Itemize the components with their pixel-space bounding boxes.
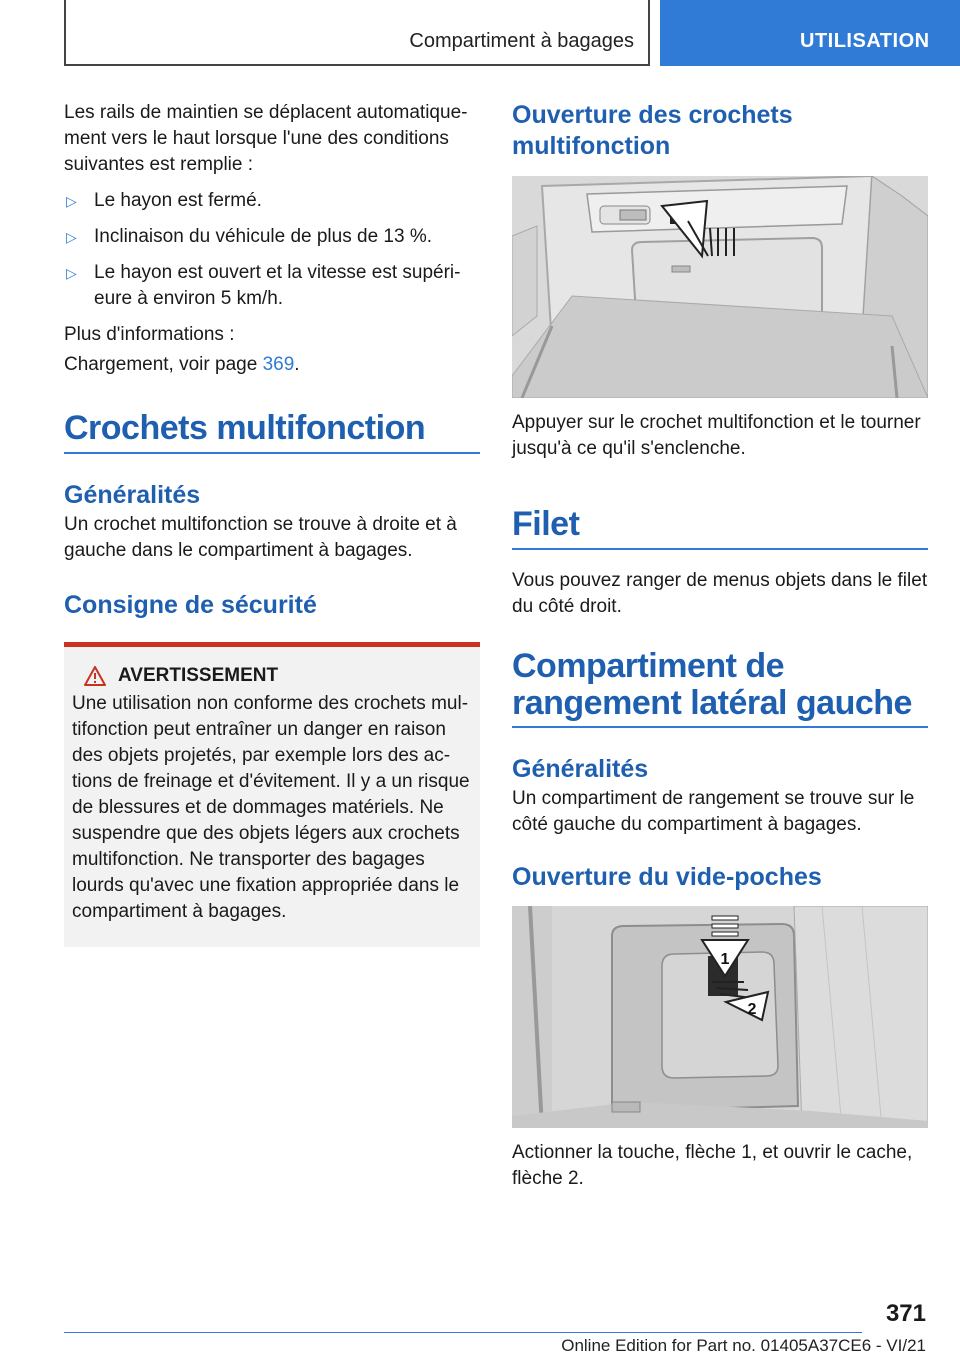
page-reference: Chargement, voir page 369. (64, 354, 300, 375)
subheading-consigne: Consigne de sécurité (64, 591, 317, 619)
subheading-generalites: Généralités (64, 481, 201, 509)
right-column (512, 100, 928, 1192)
subheading-generalites-2: Généralités (512, 755, 649, 783)
conditions-list (64, 188, 480, 312)
illustration-caption-2: Actionner la touche, flèche 1, et ouvrir le cache, flèche 2. (512, 1142, 913, 1189)
trunk-hook-illustration (512, 176, 928, 398)
intro-paragraph: Les rails de maintien se déplacent automatique-ment vers le haut lorsque l'une des conditions suivantes est remplie : (64, 102, 468, 175)
page-link[interactable]: 369 (262, 354, 295, 375)
subheading-vide-poches: Ouverture du vide-poches (512, 863, 822, 891)
arrow-label-1: 1 (720, 951, 730, 968)
arrow-label-2: 2 (747, 1001, 757, 1018)
page-number: 371 (885, 1300, 926, 1327)
chapter-tab[interactable] (660, 0, 960, 66)
warning-text: Une utilisation non conforme des crochets mul-tifonction peut entraîner un danger en raison des objets projetés, par exemple lors des ac-tions de freinage et d'évitement. Il y a un risque de blessures et de dommages matériels. Ne suspendre que des objets légers aux crochets multifonction. Ne transporter des bagages lourds qu'avec une fixation appropriée dans le compartiment à bagages. (72, 693, 470, 922)
list-item: ▷ Le hayon est fermé. (64, 188, 480, 214)
section-heading-filet: Filet (512, 504, 928, 550)
section-heading-crochets: Crochets multifonction (64, 408, 480, 454)
compartiment-text: Un compartiment de rangement se trouve sur le côté gauche du compartiment à bagages. (512, 788, 915, 835)
generalites-text: Un crochet multifonction se trouve à droite et à gauche dans le compartiment à bagages. (64, 514, 457, 561)
section-heading-compartiment: Compartiment de rangement latéral gauche (512, 648, 928, 728)
warning-box (64, 642, 480, 947)
chapter-title: UTILISATION (800, 30, 930, 52)
warning-triangle-icon (84, 666, 106, 686)
storage-compartment-illustration (512, 906, 928, 1128)
illustration-multifunction-hook (512, 176, 928, 398)
illustration-storage-compartment (512, 906, 928, 1128)
header-section-box (64, 0, 650, 66)
list-item: ▷ Inclinaison du véhicule de plus de 13 %. (64, 224, 480, 250)
subheading-ouverture-crochets: Ouverture des crochets multifonction (512, 101, 793, 160)
list-item: ▷ Le hayon est ouvert et la vitesse est supéri-eure à environ 5 km/h. (66, 262, 461, 309)
left-column (64, 100, 480, 947)
more-info-label: Plus d'informations : (64, 324, 235, 345)
bullet-triangle-icon: ▷ (66, 229, 77, 245)
filet-text: Vous pouvez ranger de menus objets dans le filet du côté droit. (512, 570, 928, 617)
footer-divider (64, 1332, 862, 1333)
warning-heading: AVERTISSEMENT (72, 665, 472, 687)
illustration-caption-1: Appuyer sur le crochet multifonction et le tourner jusqu'à ce qu'il s'enclenche. (512, 412, 921, 459)
bullet-triangle-icon: ▷ (66, 193, 77, 209)
edition-footer: Online Edition for Part no. 01405A37CE6 - VI/21 (561, 1336, 926, 1355)
bullet-triangle-icon: ▷ (66, 265, 77, 281)
section-title: Compartiment à bagages (409, 30, 634, 52)
